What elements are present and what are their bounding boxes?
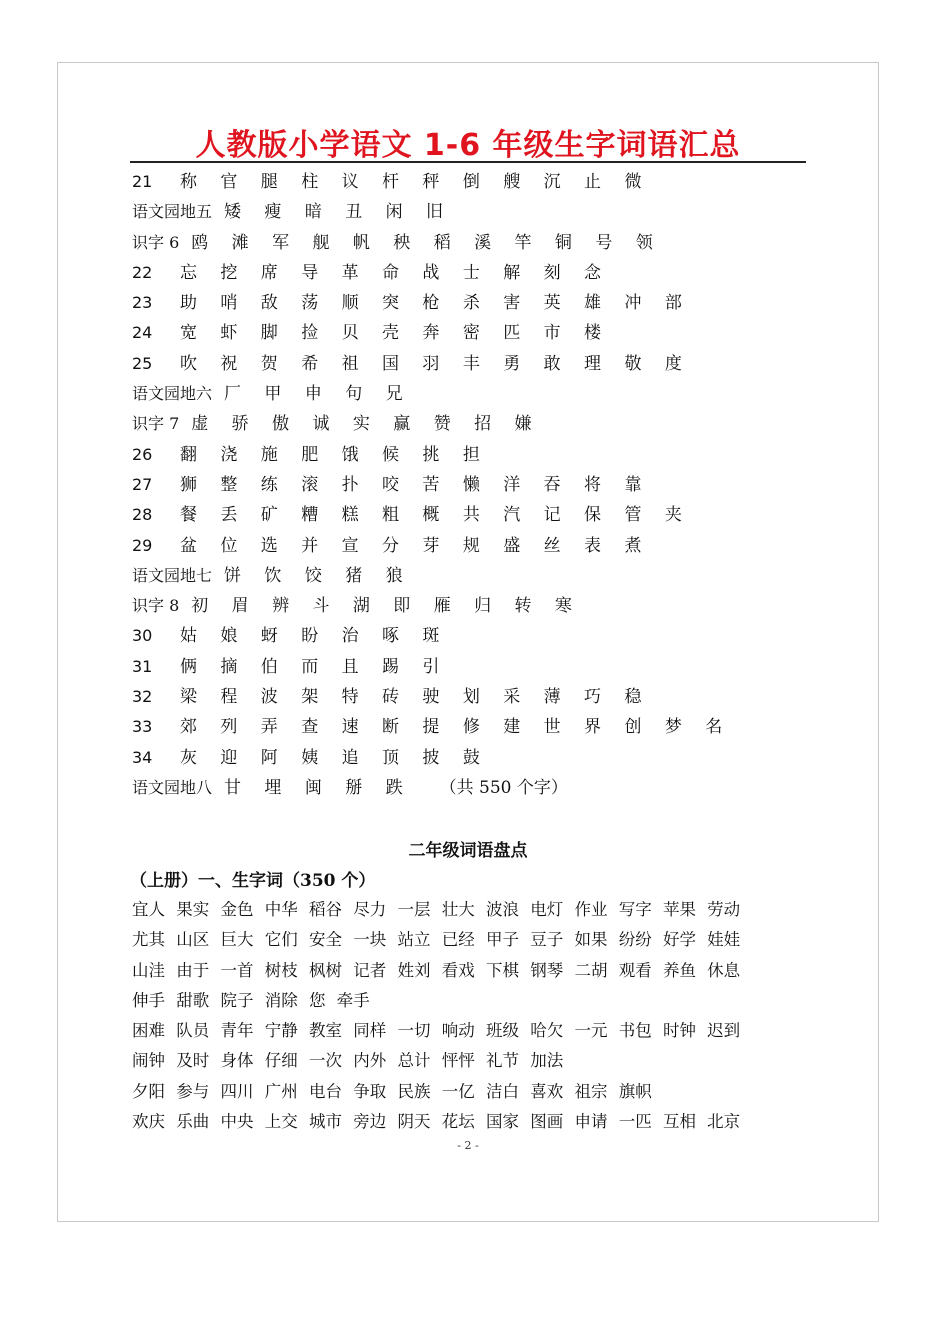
char-line [132,258,731,288]
lesson-label: 31 [132,656,153,676]
word-line: 宜人 果实 金色 中华 稻谷 尽力 一层 壮大 波浪 电灯 作业 写字 苹果 劳动 [132,900,741,919]
page-number: - 2 - [457,1139,479,1152]
char-line [132,531,731,561]
lesson-label: 语文园地七 [132,565,213,585]
word-line: 欢庆 乐曲 中央 上交 城市 旁边 阴天 花坛 国家 图画 申请 一匹 互相 北京 [132,1112,741,1132]
lesson-characters: 忘 挖 席 导 革 命 战 士 解 刻 念 [180,262,611,283]
word-line: 尤其 山区 巨大 它们 安全 一块 站立 已经 甲子 豆子 如果 纷纷 好学 娃娃 [132,930,741,950]
lesson-label: 识字 7 [132,414,180,434]
char-line [132,500,731,530]
lesson-label: 语文园地五 [132,202,213,222]
lesson-characters: 甘 埋 闽 掰 跌 [224,777,412,798]
lesson-label: 34 [132,747,153,767]
lesson-characters: 盆 位 选 并 宣 分 芽 规 盛 丝 表 煮 [180,535,651,556]
char-line [132,652,731,682]
lesson-label: 语文园地八 [132,777,213,797]
lesson-characters: 狮 整 练 滚 扑 咬 苦 懒 洋 吞 将 靠 [180,474,651,495]
char-line [132,712,731,742]
lesson-characters: 姑 娘 蚜 盼 治 啄 斑 [180,626,449,647]
word-line: 山洼 由于 一首 树枝 枫树 记者 姓刘 看戏 下棋 钢琴 二胡 观看 养鱼 休息 [132,960,741,980]
char-line [132,228,731,258]
lesson-label: 30 [132,626,153,646]
lesson-characters: 厂 甲 申 句 兄 [224,384,412,405]
word-line: 夕阳 参与 四川 广州 电台 争取 民族 一亿 洁白 喜欢 祖宗 旗帜 [132,1081,652,1101]
lesson-characters: 虚 骄 傲 诚 实 赢 赞 招 嫌 [191,414,541,435]
char-line [132,349,731,379]
lesson-characters: 鸥 滩 军 舰 帆 秧 稻 溪 竿 铜 号 领 [191,232,662,253]
lesson-characters: 宽 虾 脚 捡 贝 壳 奔 密 匹 市 楼 [180,323,611,344]
lesson-characters: 助 哨 敌 荡 顺 突 枪 杀 害 英 雄 冲 部 [180,293,691,314]
title-underline [130,161,806,163]
section-title: 二年级词语盘点 [408,841,528,861]
lesson-label: 识字 8 [132,596,180,616]
lesson-characters: 初 眉 辨 斗 湖 即 雁 归 转 寒 [191,596,581,617]
lesson-label: 32 [132,687,153,707]
char-line [132,167,731,197]
lesson-label: 22 [132,262,153,282]
word-line: 闹钟 及时 身体 仔细 一次 内外 总计 怦怦 礼节 加法 [132,1051,564,1071]
lesson-characters: 郊 列 弄 查 速 断 提 修 建 世 界 创 梦 名 [180,717,732,738]
char-line [132,561,731,591]
lesson-label: 语文园地六 [132,384,213,404]
lesson-label: 26 [132,444,153,464]
lesson-characters: 吹 祝 贺 希 祖 国 羽 丰 勇 敢 理 敬 度 [180,353,691,374]
character-list [132,167,731,803]
char-line [132,409,731,439]
lesson-characters: 翻 浇 施 肥 饿 候 挑 担 [180,444,489,465]
lesson-label: 24 [132,323,153,343]
word-list [132,895,812,1137]
lesson-label: 27 [132,474,153,494]
char-line [132,743,731,773]
subsection-title: （上册）一、生字词（350 个） [130,871,376,891]
lesson-characters: 矮 瘦 暗 丑 闲 旧 [224,202,453,223]
word-line: 困难 队员 青年 宁静 教室 同样 一切 响动 班级 哈欠 一元 书包 时钟 迟到 [132,1021,741,1041]
lesson-characters: 饼 饮 饺 猪 狼 [224,565,412,586]
word-line: 伸手 甜歌 院子 消除 您 牵手 [132,990,370,1010]
lesson-label: 25 [132,353,153,373]
total-count: （共 550 个字） [439,777,568,798]
lesson-characters: 餐 丢 矿 糟 糕 粗 概 共 汽 记 保 管 夹 [180,505,691,526]
char-line [132,591,731,621]
page-title: 人教版小学语文 1-6 年级生字词语汇总 [195,128,741,163]
char-line [132,621,731,651]
lesson-characters: 灰 迎 阿 姨 追 顶 披 鼓 [180,747,489,768]
char-line [132,682,731,712]
lesson-label: 33 [132,717,153,737]
lesson-label: 28 [132,505,153,525]
lesson-characters: 梁 程 波 架 特 砖 驶 划 采 薄 巧 稳 [180,687,651,708]
lesson-label: 识字 6 [132,232,180,252]
lesson-characters: 俩 摘 伯 而 且 踢 引 [180,656,449,677]
lesson-label: 29 [132,535,153,555]
lesson-label: 23 [132,293,153,313]
char-line [132,379,731,409]
lesson-characters: 称 官 腿 柱 议 杆 秤 倒 艘 沉 止 微 [180,172,651,192]
char-line [132,773,731,803]
char-line [132,197,731,227]
char-line [132,288,731,318]
char-line [132,440,731,470]
lesson-label: 21 [132,172,153,191]
char-line [132,470,731,500]
char-line [132,318,731,348]
